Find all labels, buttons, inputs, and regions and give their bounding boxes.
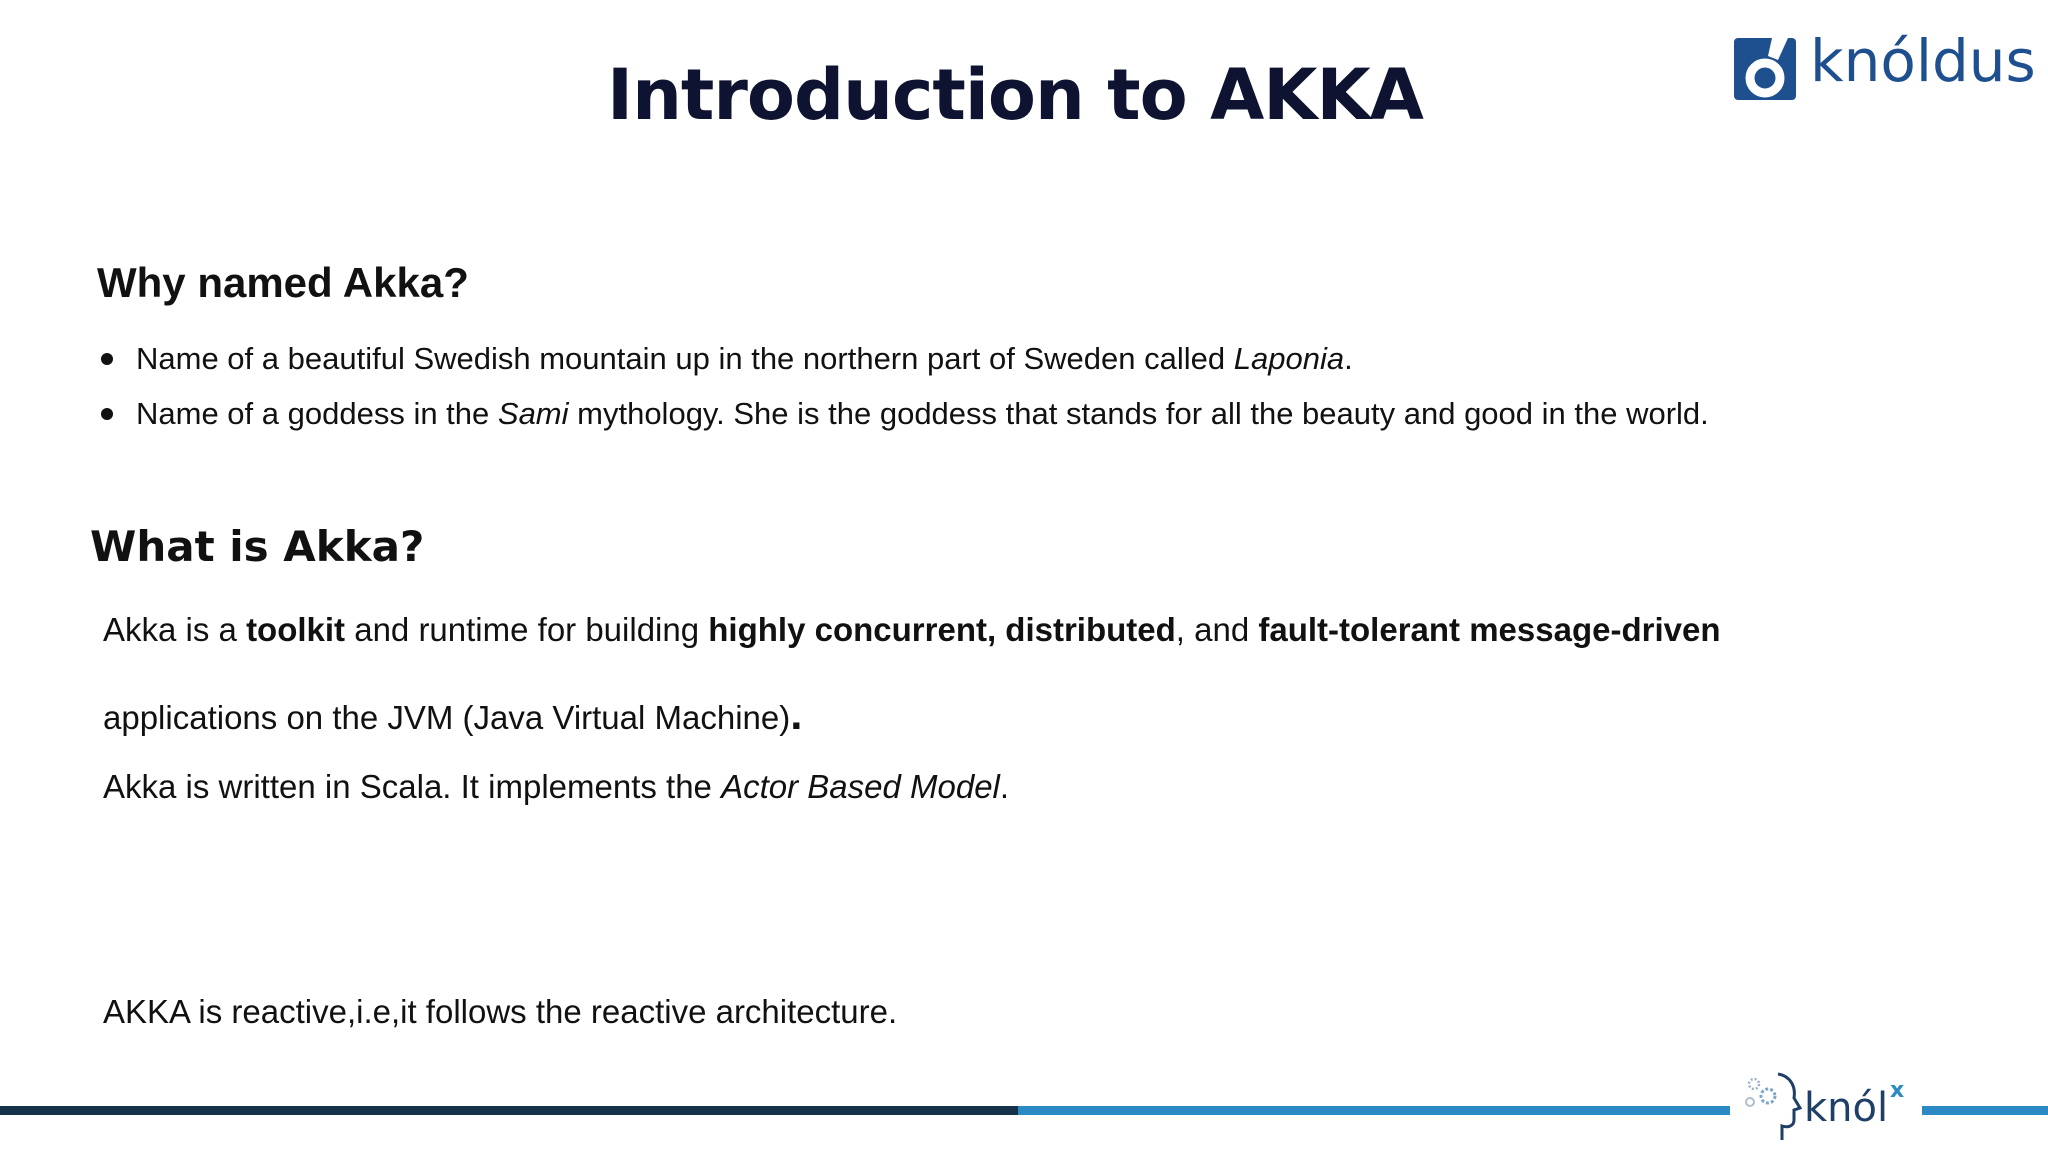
why-bullet-list <box>97 331 1857 441</box>
heading-why-named-akka: Why named Akka? <box>97 259 469 306</box>
knoldus-logo <box>1734 27 2036 104</box>
knolx-logo-superscript: x <box>1890 1078 1905 1103</box>
slide-title: Introduction to AKKA <box>607 54 1423 136</box>
paragraph-akka-reactive: AKKA is reactive,i.e,it follows the reactive architecture. <box>103 993 898 1030</box>
bullet-dot-icon <box>101 408 113 420</box>
footer-bar-dark <box>0 1106 1018 1115</box>
list-item: Name of a goddess in the Sami mythology. She is the goddess that stands for all the beauty and good in the world. <box>97 386 1816 441</box>
head-gears-icon <box>1738 1068 1802 1144</box>
paragraph-akka-scala: Akka is written in Scala. It implements the Actor Based Model. <box>103 768 1010 805</box>
knolx-logo-text: knól <box>1804 1085 1889 1131</box>
knolx-logo <box>1730 1050 1922 1152</box>
list-item: Name of a beautiful Swedish mountain up in the northern part of Sweden called Laponia. <box>97 331 1857 386</box>
knoldus-logo-icon <box>1734 34 1800 100</box>
paragraph-akka-definition: Akka is a toolkit and runtime for building highly concurrent, distributed, and fault-tolerant message-driven <box>103 611 1721 648</box>
knoldus-logo-text: knóldus <box>1810 27 2036 95</box>
heading-what-is-akka: What is Akka? <box>90 522 425 571</box>
bullet-dot-icon <box>101 353 113 365</box>
paragraph-akka-definition-cont: applications on the JVM (Java Virtual Machine). <box>103 690 803 739</box>
